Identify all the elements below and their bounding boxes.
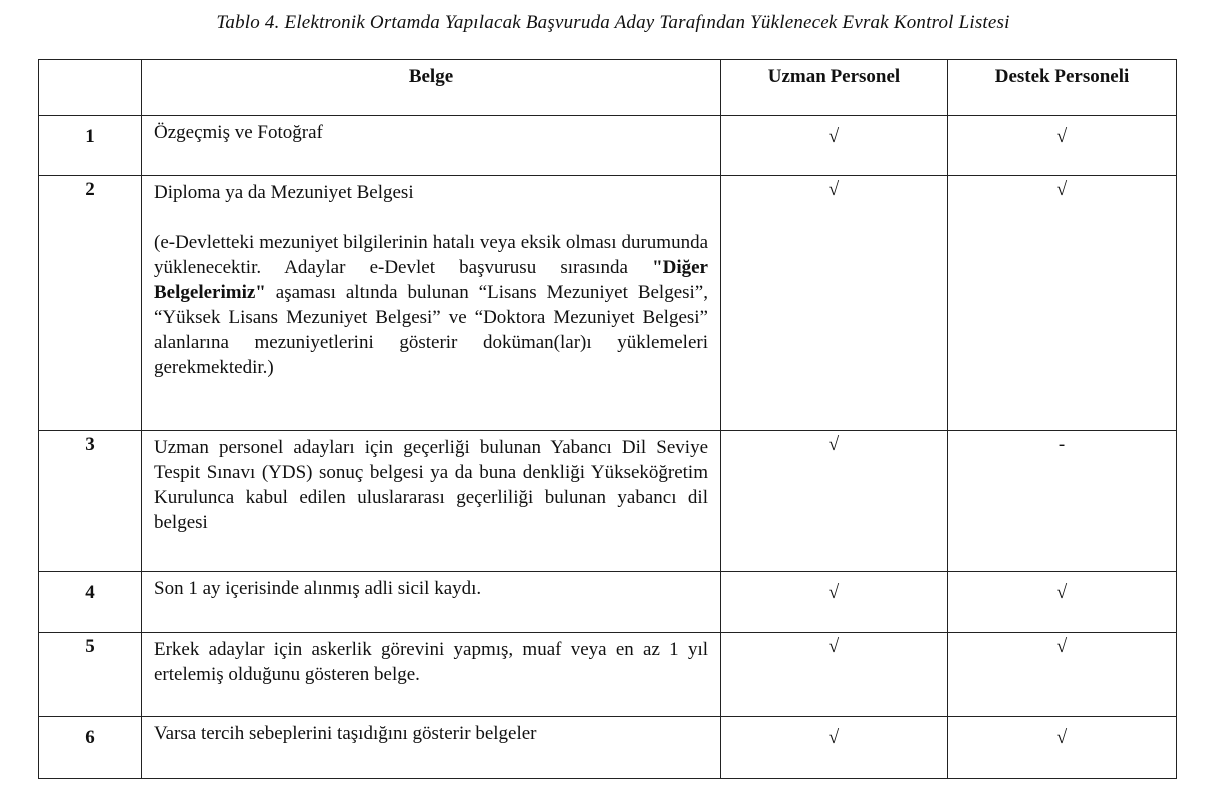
note-bold-text: "Diğer Belgelerimiz"	[154, 257, 708, 303]
row-document	[142, 176, 721, 431]
destek-checkmark: √	[948, 717, 1177, 779]
header-destek-personeli: Destek Personeli	[948, 60, 1177, 116]
document-text: Erkek adaylar için askerlik görevini yapmış, muaf veya en az 1 yıl ertelemiş olduğunu gösteren belge.	[154, 639, 708, 685]
destek-checkmark: √	[948, 572, 1177, 633]
row-document	[142, 633, 721, 717]
row-number: 1	[39, 116, 142, 176]
destek-checkmark: √	[948, 176, 1177, 431]
table-row	[39, 572, 1177, 633]
header-belge: Belge	[142, 60, 721, 116]
table-row	[39, 116, 1177, 176]
row-number: 6	[39, 717, 142, 779]
table-header-row	[39, 60, 1177, 116]
row-document	[142, 431, 721, 572]
row-document: Özgeçmiş ve Fotoğraf	[142, 116, 721, 176]
uzman-checkmark: √	[721, 176, 948, 431]
table-row	[39, 717, 1177, 779]
uzman-checkmark: √	[721, 431, 948, 572]
uzman-checkmark: √	[721, 717, 948, 779]
destek-checkmark: √	[948, 633, 1177, 717]
table-row	[39, 431, 1177, 572]
row-number: 5	[39, 633, 142, 717]
note-text-after: aşaması altında bulunan “Lisans Mezuniyet Belgesi”, “Yüksek Lisans Mezuniyet Belgesi” ve “Doktora Mezuniyet Belgesi” alanlarına mezuniyetlerini gösterir doküman(lar)ı yüklemeleri gerekmektedir.)	[154, 282, 708, 378]
note-text-before: (e-Devletteki mezuniyet bilgilerinin hatalı veya eksik olması durumunda yüklenecektir. Adaylar e-Devlet başvurusu sırasında	[154, 232, 708, 278]
document-checklist-table	[38, 59, 1177, 779]
row-number: 3	[39, 431, 142, 572]
document-text: Uzman personel adayları için geçerliği bulunan Yabancı Dil Seviye Tespit Sınavı (YDS) sonuç belgesi ya da buna denkliği Yükseköğretim Kurulunca kabul edilen uluslararası geçerliliği bulunan yabancı dil belgesi	[154, 437, 708, 533]
table-row	[39, 176, 1177, 431]
header-uzman-personel: Uzman Personel	[721, 60, 948, 116]
uzman-checkmark: √	[721, 116, 948, 176]
uzman-checkmark: √	[721, 633, 948, 717]
uzman-checkmark: √	[721, 572, 948, 633]
document-note	[154, 230, 708, 380]
row-number: 4	[39, 572, 142, 633]
destek-dash: -	[948, 431, 1177, 572]
document-title: Diploma ya da Mezuniyet Belgesi	[154, 182, 414, 203]
table-caption: Tablo 4. Elektronik Ortamda Yapılacak Başvuruda Aday Tarafından Yüklenecek Evrak Kontrol Listesi	[216, 12, 1010, 33]
table-row	[39, 633, 1177, 717]
destek-checkmark: √	[948, 116, 1177, 176]
row-document: Varsa tercih sebeplerini taşıdığını gösterir belgeler	[142, 717, 721, 779]
row-document: Son 1 ay içerisinde alınmış adli sicil kaydı.	[142, 572, 721, 633]
header-no	[39, 60, 142, 116]
row-number: 2	[39, 176, 142, 431]
